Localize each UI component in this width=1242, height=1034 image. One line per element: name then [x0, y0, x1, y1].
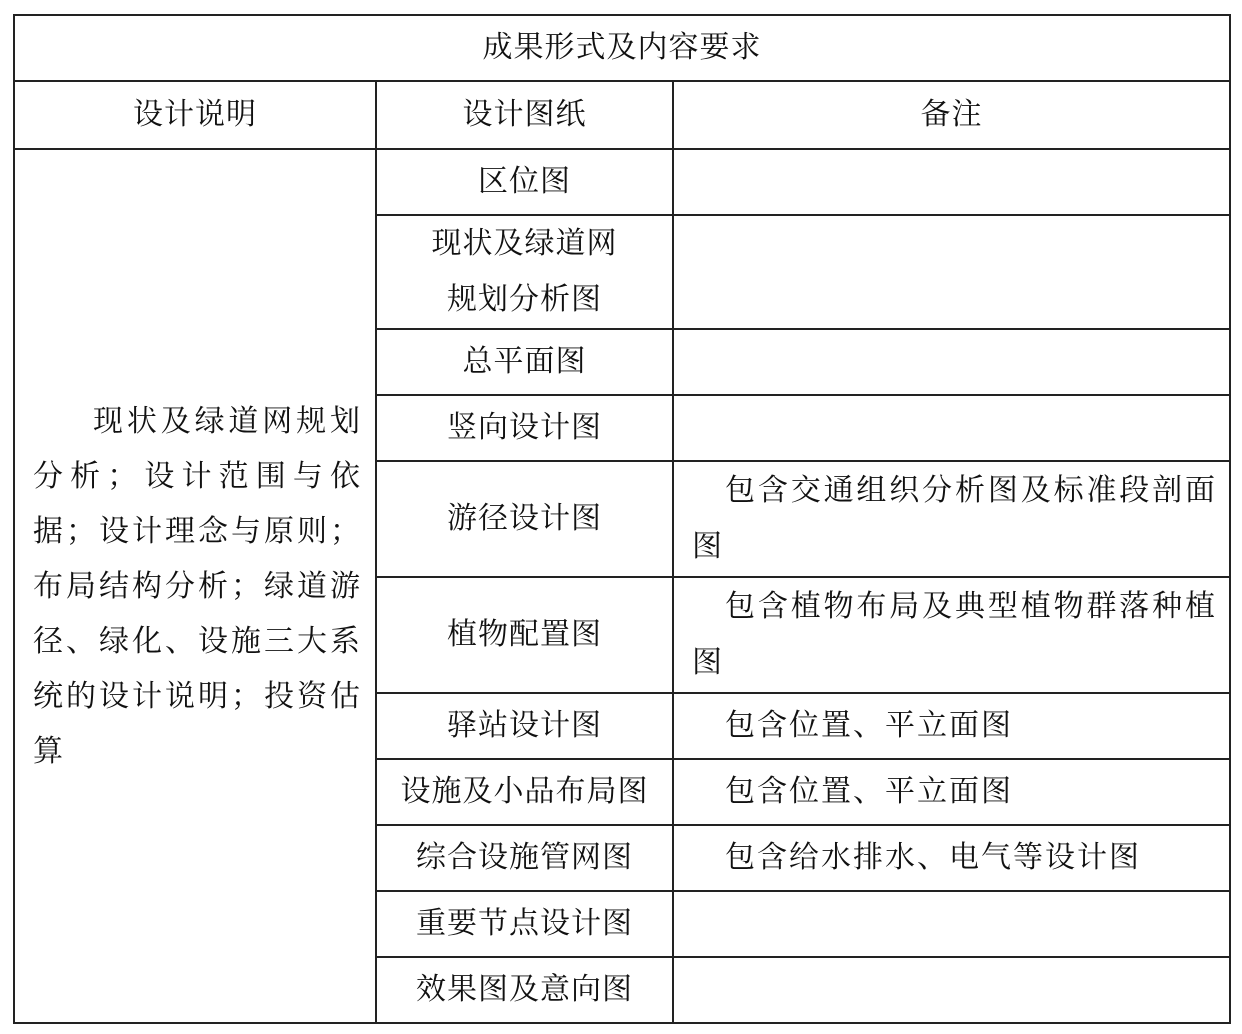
note-text: 包含交通组织分析图及标准段剖面图: [692, 473, 1218, 564]
note-cell: [673, 891, 1230, 957]
note-cell: [673, 957, 1230, 1023]
header-notes: 备注: [673, 81, 1230, 149]
drawing-cell: [376, 215, 673, 329]
note-cell: [673, 215, 1230, 329]
note-text: 包含植物布局及典型植物群落种植图: [692, 589, 1218, 680]
requirements-table: [13, 14, 1231, 1024]
note-cell: [673, 395, 1230, 461]
table-row: [14, 149, 1230, 215]
design-description-text: 现状及绿道网规划分析；设计范围与依据；设计理念与原则；布局结构分析；绿道游径、绿化、设施三大系统的设计说明；投资估算: [33, 403, 361, 769]
note-cell: [673, 149, 1230, 215]
design-description-cell: [14, 149, 376, 1023]
table-title: 成果形式及内容要求: [14, 15, 1230, 81]
header-design-description: 设计说明: [14, 81, 376, 149]
note-cell: [673, 461, 1230, 577]
drawing-cell: 植物配置图: [376, 577, 673, 693]
note-cell: [673, 759, 1230, 825]
note-text: 包含给水排水、电气等设计图: [725, 840, 1141, 875]
table-title-row: [14, 15, 1230, 81]
note-cell: [673, 693, 1230, 759]
drawing-cell: 总平面图: [376, 329, 673, 395]
drawing-cell: 游径设计图: [376, 461, 673, 577]
table-header-row: [14, 81, 1230, 149]
drawing-cell: 竖向设计图: [376, 395, 673, 461]
note-cell: [673, 825, 1230, 891]
note-cell: [673, 577, 1230, 693]
note-text: 包含位置、平立面图: [725, 708, 1013, 743]
drawing-cell: 区位图: [376, 149, 673, 215]
drawing-cell: 重要节点设计图: [376, 891, 673, 957]
drawing-cell: 综合设施管网图: [376, 825, 673, 891]
header-design-drawings: 设计图纸: [376, 81, 673, 149]
drawing-cell: 设施及小品布局图: [376, 759, 673, 825]
note-text: 包含位置、平立面图: [725, 774, 1013, 809]
drawing-text: 现状及绿道网规划分析图: [431, 226, 618, 317]
drawing-cell: 效果图及意向图: [376, 957, 673, 1023]
note-cell: [673, 329, 1230, 395]
requirements-table-container: [13, 14, 1229, 1023]
drawing-cell: 驿站设计图: [376, 693, 673, 759]
